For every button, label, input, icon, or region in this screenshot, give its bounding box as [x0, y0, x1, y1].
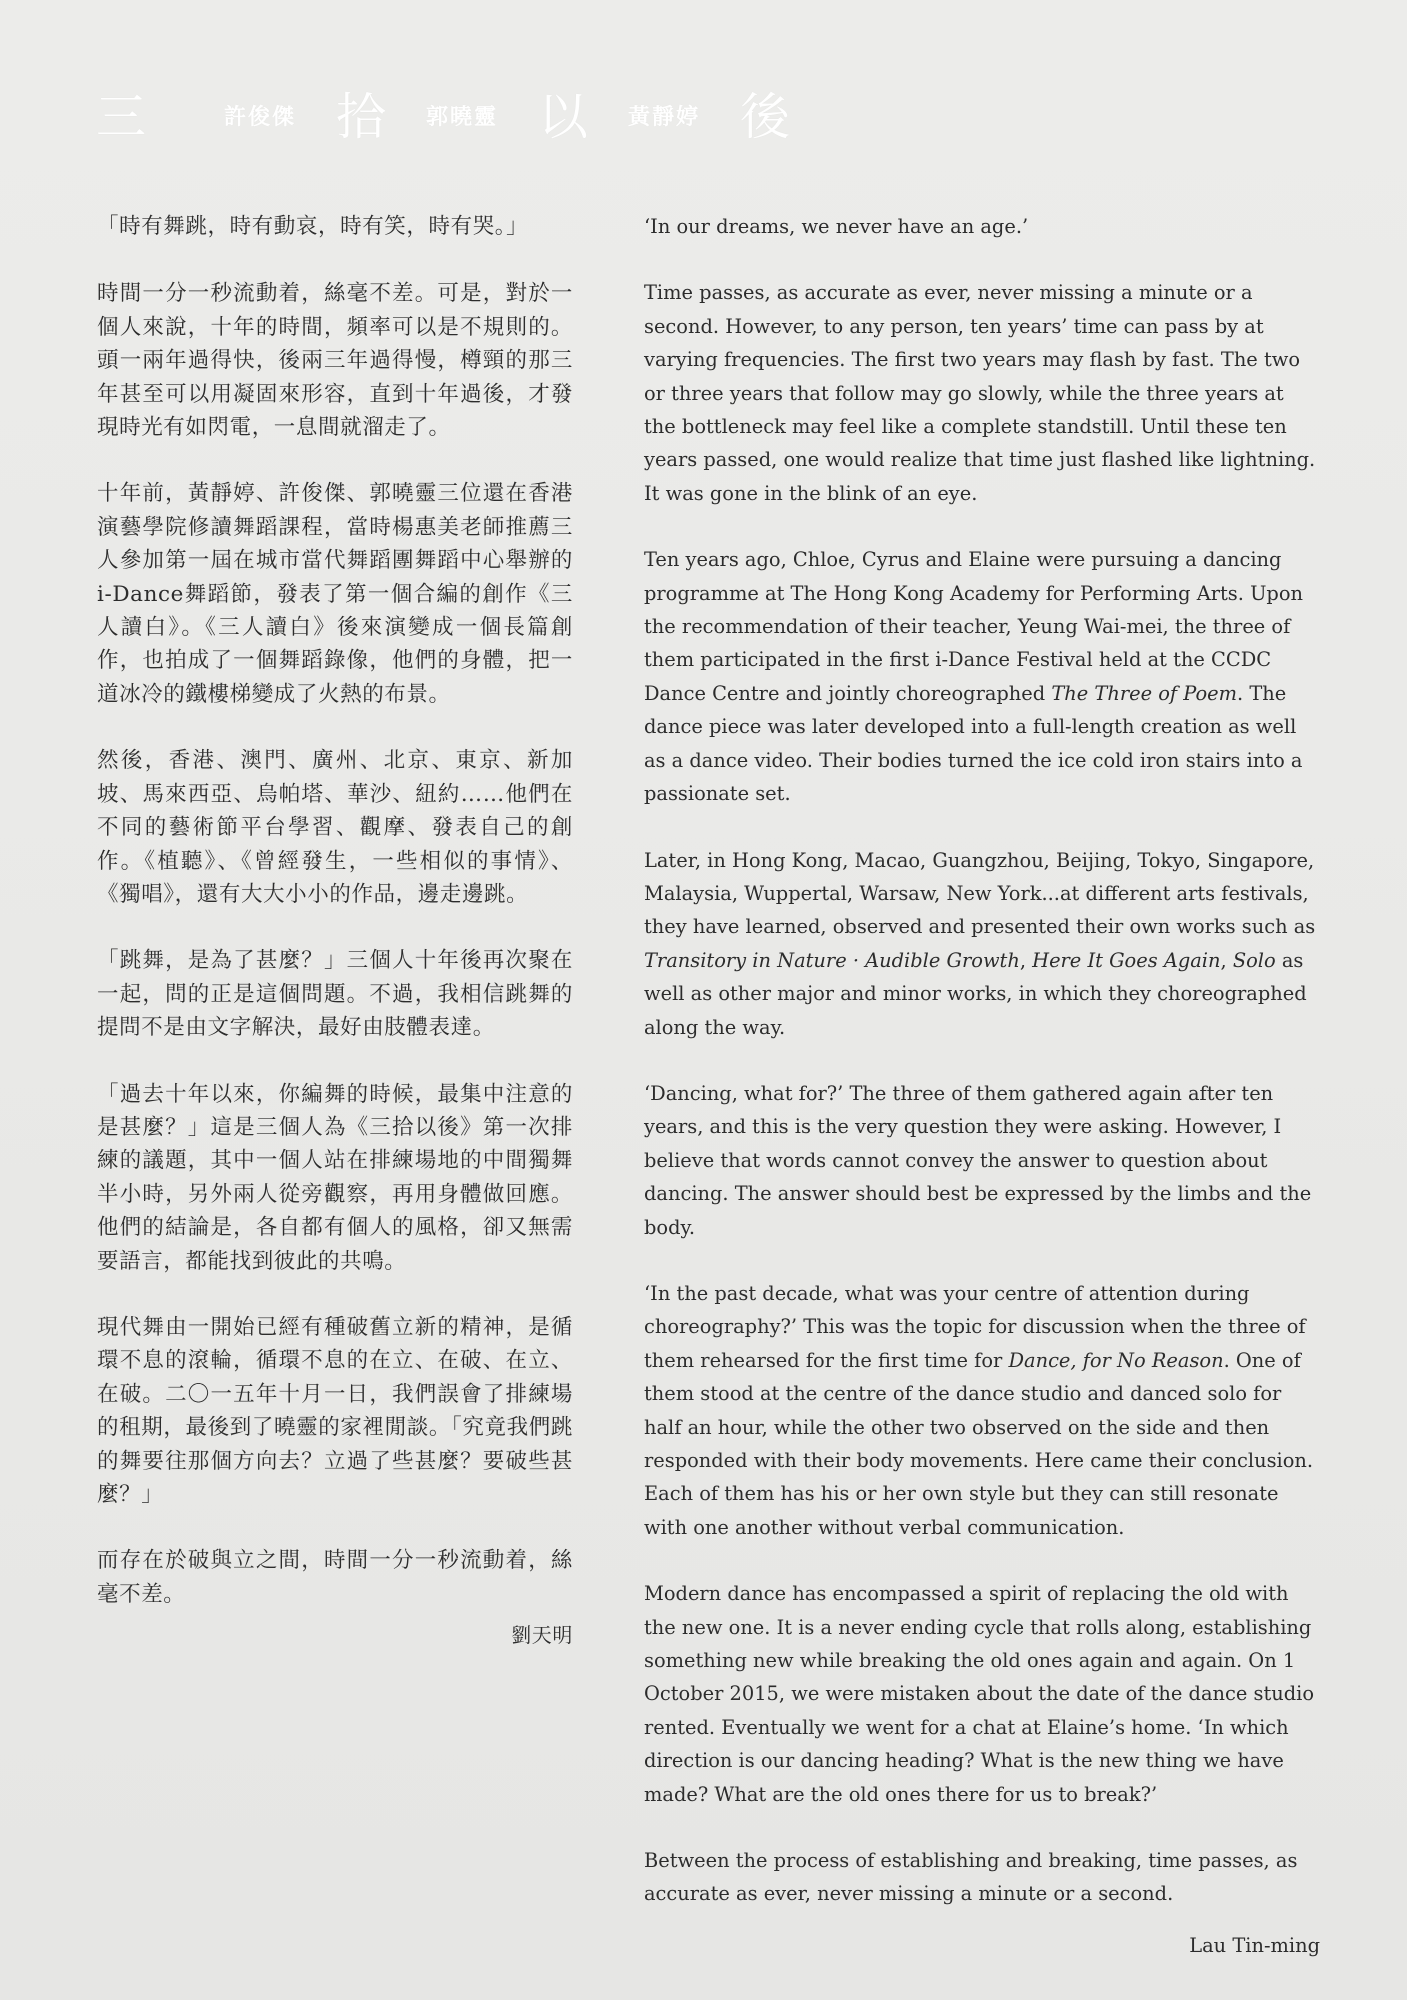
zh-paragraph-2: 時間一分一秒流動着，絲毫不差。可是，對於一個人來說，十年的時間，頻率可以是不規則的。頭一兩年過得快，後兩三年過得慢，樽頸的那三年甚至可以用凝固來形容，直到十年過後，才發現時光有如閃電，一息間就溜走了。	[97, 281, 573, 441]
en-p4-sep-1: ,	[1019, 948, 1033, 972]
zh-paragraph-3: 十年前，黃靜婷、許俊傑、郭曉靈三位還在香港演藝學院修讀舞蹈課程，當時楊惠美老師推薦三人參加第一屆在城市當代舞蹈團舞蹈中心舉辦的i-Dance舞蹈節，發表了第一個合編的創作《三人讀白》。《三人讀白》後來演變成一個長篇創作，也拍成了一個舞蹈錄像，他們的身體，把一道冰冷的鐵樓梯變成了火熱的布景。	[97, 481, 573, 707]
en-p4-text-a: Later, in Hong Kong, Macao, Guangzhou, Beijing, Tokyo, Singapore, Malaysia, Wuppertal, Warsaw, New York...at different arts festivals, they have learned, observed and presented their own works such as	[644, 848, 1316, 939]
en-p3-text-b: . The dance piece was later developed into a full-length creation as well as a dance video. Their bodies turned the ice cold iron stairs into a passionate set.	[644, 681, 1303, 806]
en-p4-work-title-3: Solo	[1232, 948, 1276, 972]
zh-paragraph-8: 而存在於破與立之間，時間一分一秒流動着，絲毫不差。	[97, 1548, 573, 1607]
en-p6-work-title: Dance, for No Reason	[1008, 1348, 1224, 1372]
title-name-elaine: 郭曉靈	[426, 104, 499, 130]
en-paragraph-2: Time passes, as accurate as ever, never missing a minute or a second. However, to any person, ten years’ time can pass by at varying frequencies. The first two years may flash by fast. The two or three years that follow may go slowly, while the three years at the bottleneck may feel like a complete standstill. Until these ten years passed, one would realize that time just flashed like lightning. It was gone in the blink of an eye.	[644, 281, 1316, 505]
title-char-hou: 後	[740, 88, 791, 146]
en-paragraph-8: Between the process of establishing and breaking, time passes, as accurate as ever, never missing a minute or a second.	[644, 1849, 1298, 1906]
en-paragraph-6	[644, 1277, 1320, 1544]
title-name-chloe: 黃靜婷	[628, 104, 701, 130]
en-p4-text-b: as well as other major and minor works, in which they choreographed along the way.	[644, 948, 1307, 1039]
title-char-yi: 以	[538, 88, 589, 146]
title-char-san: 三	[96, 88, 146, 146]
en-p4-sep-2: ,	[1220, 948, 1233, 972]
zh-paragraph-4: 然後，香港、澳門、廣州、北京、東京、新加坡、馬來西亞、烏帕塔、華沙、紐約……他們在不同的藝術節平台學習、觀摩、發表自己的創作。《植聽》、《曾經發生，一些相似的事情》、《獨唱》，還有大大小小的作品，邊走邊跳。	[97, 748, 573, 907]
en-p4-work-title-2: Here It Goes Again	[1032, 948, 1221, 972]
en-p3-work-title: The Three of Poem	[1051, 681, 1238, 705]
en-p6-text-b: . One of them stood at the centre of the dance studio and danced solo for half an hour, while the other two observed on the side and then responded with their body movements. Here came their conclusion. Each of them has his or her own style but they can still resonate with one another without verbal communication.	[644, 1348, 1314, 1539]
zh-signature: 劉天明	[511, 1623, 573, 1648]
en-p6-text-a: ‘In the past decade, what was your centre of attention during choreography?’ This was the topic for discussion when the three of them rehearsed for the first time for	[644, 1281, 1306, 1372]
en-p3-text-a: Ten years ago, Chloe, Cyrus and Elaine were pursuing a dancing programme at The Hong Kong Academy for Performing Arts. Upon the recommendation of their teacher, Yeung Wai-mei, the three of them participated in the first i-Dance Festival held at the CCDC Dance Centre and jointly choreographed	[644, 548, 1303, 705]
english-column	[644, 210, 1320, 1962]
chinese-column	[97, 210, 573, 1653]
title-char-shi: 拾	[336, 88, 387, 146]
en-signature: Lau Tin-ming	[1189, 1933, 1320, 1957]
en-paragraph-1: ‘In our dreams, we never have an age.’	[644, 215, 1029, 238]
en-paragraph-7: Modern dance has encompassed a spirit of replacing the old with the new one. It is a never ending cycle that rolls along, establishing something new while breaking the old ones again and again. On 1 October 2015, we were mistaken about the date of the dance studio rented. Eventually we went for a chat at Elaine’s home. ‘In which direction is our dancing heading? What is the new thing we have made? What are the old ones there for us to break?’	[644, 1582, 1315, 1806]
zh-paragraph-7: 現代舞由一開始已經有種破舊立新的精神，是循環不息的滾輪，循環不息的在立、在破、在立、在破。二〇一五年十月一日，我們誤會了排練場的租期，最後到了曉靈的家裡閒談。「究竟我們跳的舞要往那個方向去？立過了些甚麼？要破些甚麼？」	[97, 1314, 573, 1507]
en-p4-work-title-1: Transitory in Nature · Audible Growth	[644, 948, 1020, 972]
en-paragraph-3	[644, 543, 1320, 810]
en-paragraph-5: ‘Dancing, what for?’ The three of them gathered again after ten years, and this is the very question they were asking. However, I believe that words cannot convey the answer to question about dancing. The answer should best be expressed by the limbs and the body.	[644, 1081, 1312, 1239]
en-paragraph-4	[644, 844, 1320, 1044]
zh-paragraph-5: 「跳舞，是為了甚麼？」三個人十年後再次聚在一起，問的正是這個問題。不過，我相信跳舞的提問不是由文字解決，最好由肢體表達。	[97, 948, 573, 1041]
page-title	[96, 82, 790, 152]
title-name-cyrus: 許俊傑	[224, 104, 297, 130]
zh-paragraph-6: 「過去十年以來，你編舞的時候，最集中注意的是甚麼？」這是三個人為《三拾以後》第一次排練的議題，其中一個人站在排練場地的中間獨舞半小時，另外兩人從旁觀察，再用身體做回應。他們的結論是，各自都有個人的風格，卻又無需要語言，都能找到彼此的共鳴。	[97, 1081, 573, 1274]
zh-paragraph-1: 「時有舞跳，時有動哀，時有笑，時有哭。」	[97, 214, 529, 239]
